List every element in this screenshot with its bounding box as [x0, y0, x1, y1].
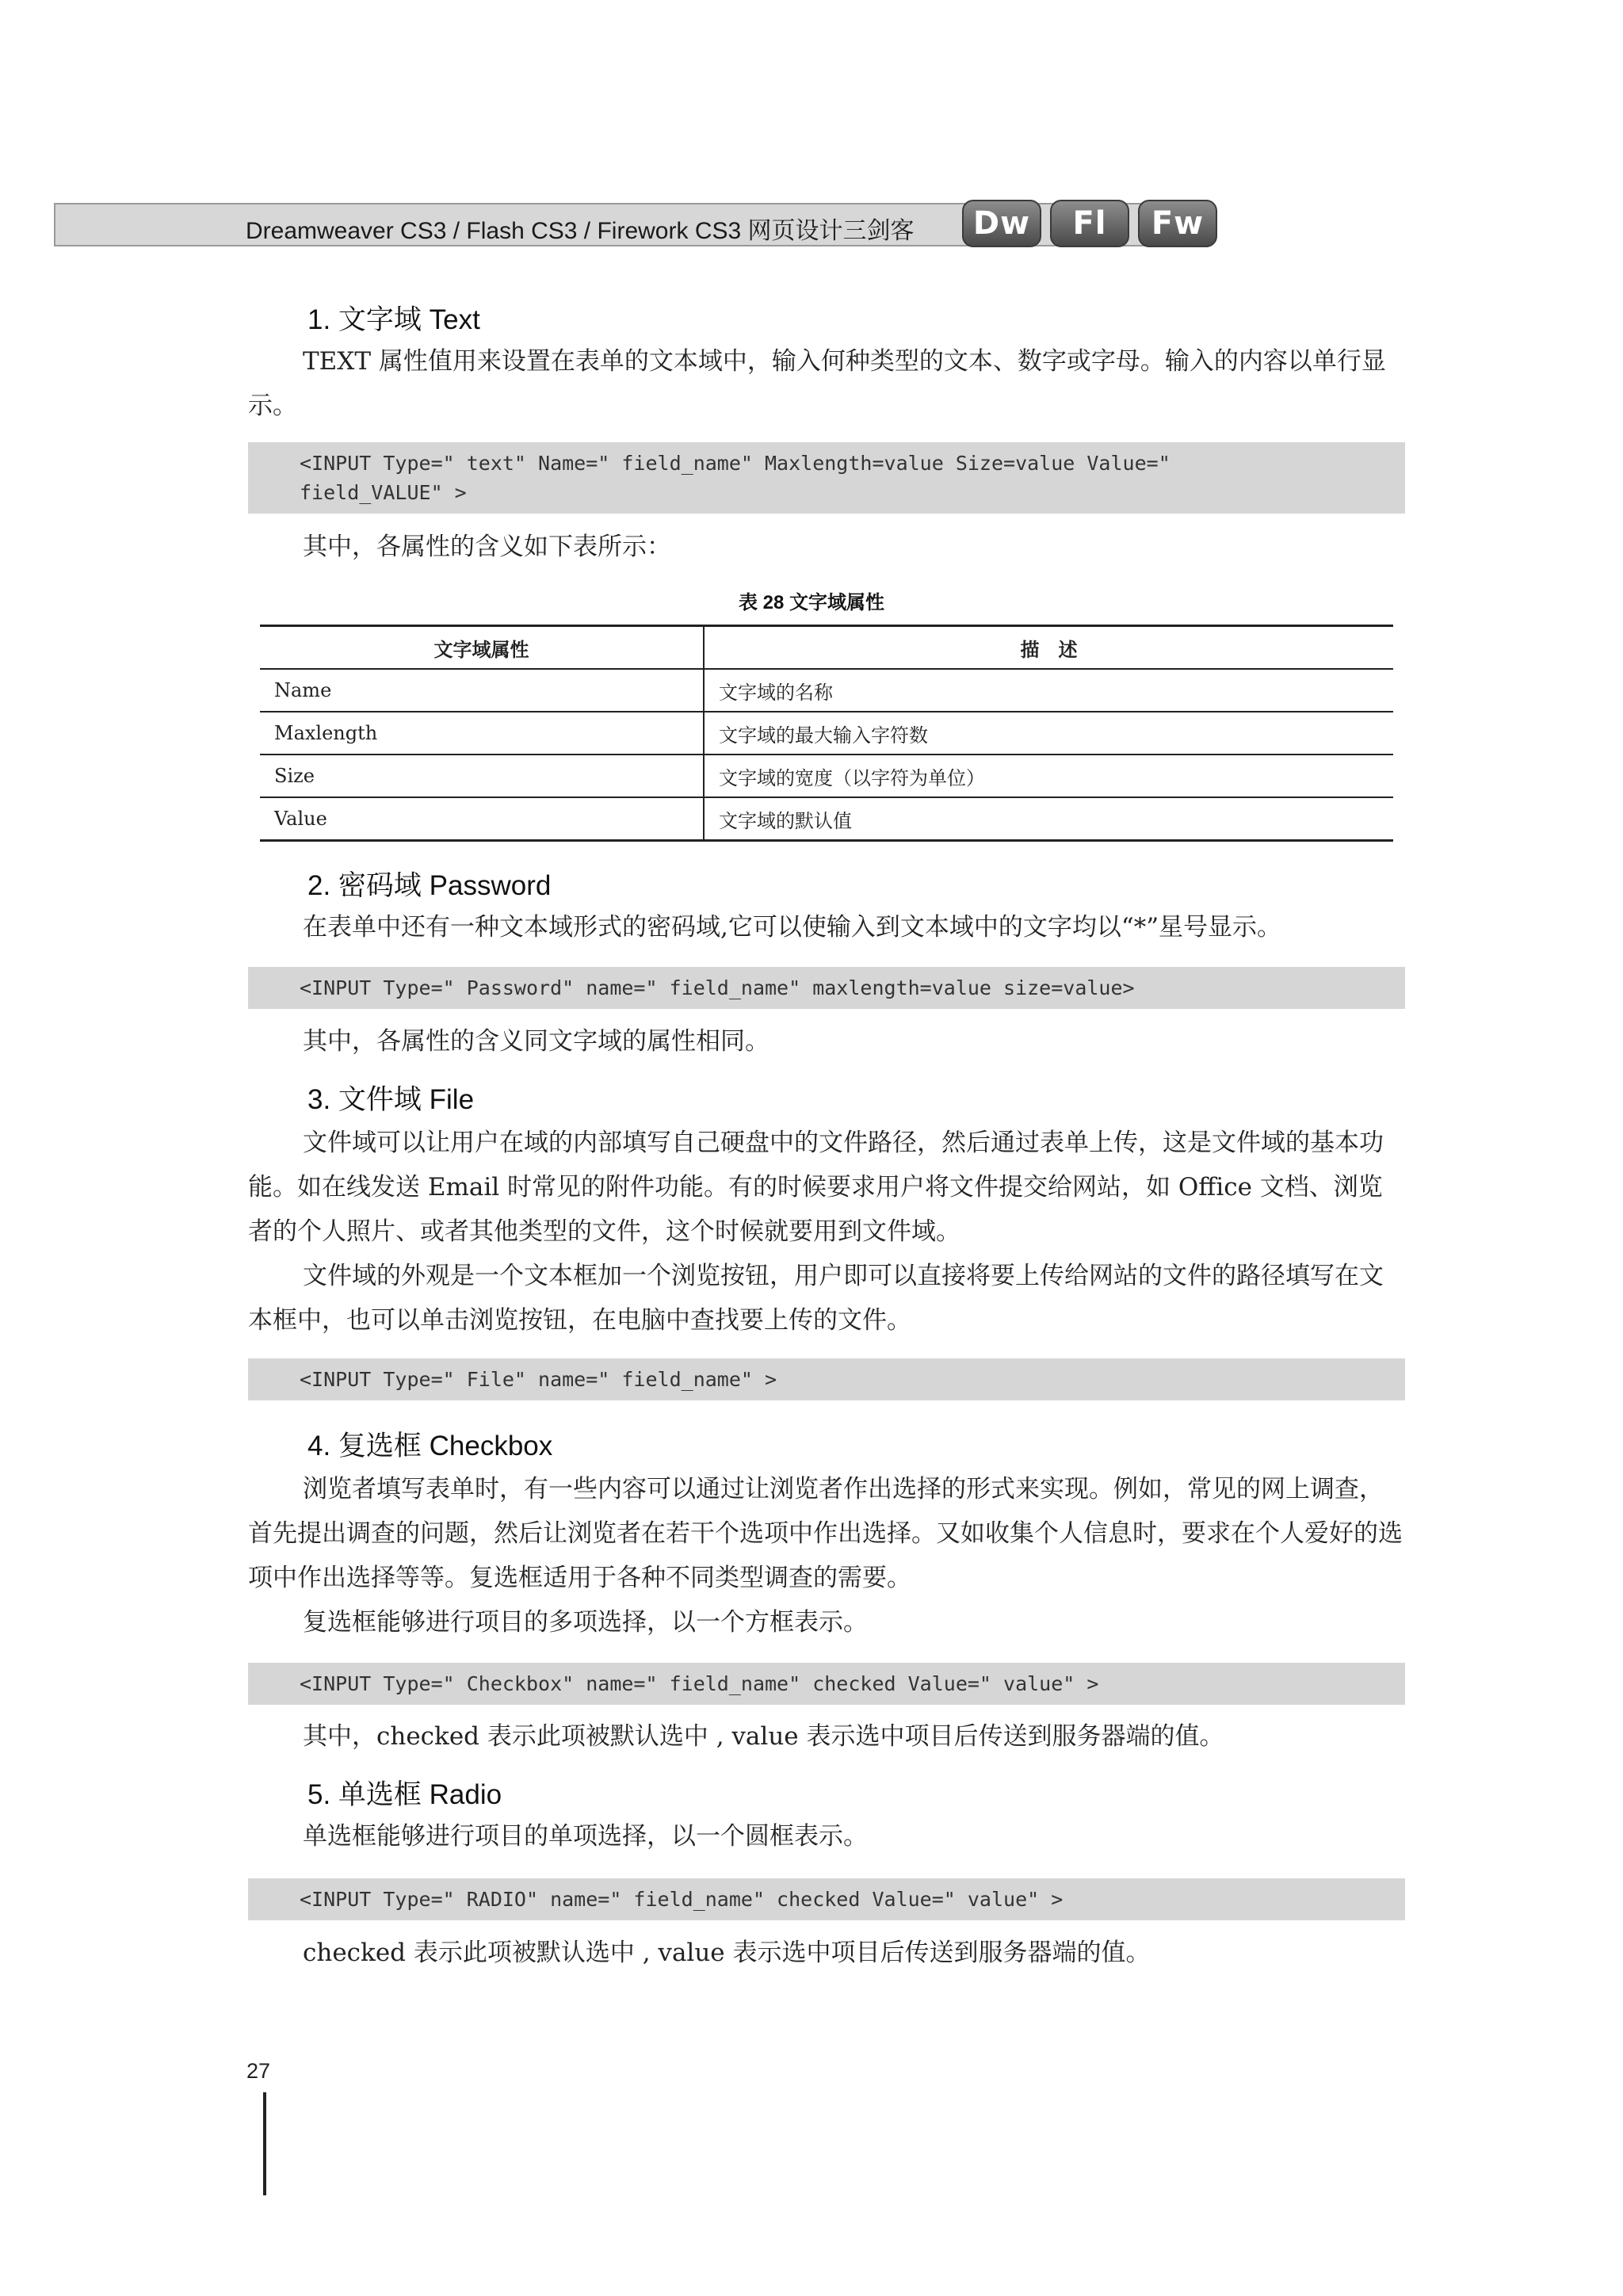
table-cell: 文字域的宽度（以字符为单位） [704, 755, 1393, 797]
text-code-block [248, 442, 1405, 514]
code-line: <INPUT Type=" text" Name=" field_name" Maxlength=value Size=value Value=" [300, 452, 1170, 475]
page-number: 27 [246, 2059, 271, 2083]
password-note: 其中，各属性的含义同文字域的属性相同。 [303, 1027, 769, 1056]
file-code-block: <INPUT Type=" File" name=" field_name" > [248, 1358, 1405, 1400]
table-caption: 表 28 文字域属性 [738, 592, 885, 613]
attribute-table [260, 625, 1393, 842]
file-appearance-description: 文件域的外观是一个文本框加一个浏览按钮，用户即可以直接将要上传给网站的文件的路径填写在文本框中，也可以单击浏览按钮，在电脑中查找要上传的文件。 [248, 1262, 1384, 1335]
checkbox-multi-description: 复选框能够进行项目的多项选择，以一个方框表示。 [303, 1608, 868, 1637]
table-header-row [260, 626, 1393, 670]
section-heading-radio: 5. 单选框 Radio [307, 1779, 502, 1810]
radio-code-block: <INPUT Type=" RADIO" name=" field_name" checked Value=" value" > [248, 1878, 1405, 1920]
flash-logo-icon: Fl [1050, 200, 1129, 247]
table-row [260, 669, 1393, 712]
password-description: 在表单中还有一种文本域形式的密码域,它可以使输入到文本域中的文字均以“*”星号显示。 [303, 913, 1282, 942]
table-row [260, 797, 1393, 841]
text-description: TEXT 属性值用来设置在表单的文本域中，输入何种类型的文本、数字或字母。输入的内容以单行显示。 [248, 347, 1386, 420]
table-cell: 文字域的默认值 [704, 797, 1393, 841]
section-heading-file: 3. 文件域 File [307, 1084, 475, 1115]
section-heading-text: 1. 文字域 Text [307, 304, 480, 335]
table-row [260, 755, 1393, 797]
table-cell: Maxlength [260, 712, 704, 755]
table-cell: Size [260, 755, 704, 797]
fireworks-logo-icon: Fw [1138, 200, 1217, 247]
table-cell: 文字域的名称 [704, 669, 1393, 712]
table-header-cell: 文字域属性 [260, 626, 704, 670]
checkbox-note: 其中，checked 表示此项被默认选中 , value 表示选中项目后传送到服务器端的值。 [303, 1722, 1224, 1751]
checkbox-description: 浏览者填写表单时，有一些内容可以通过让浏览者作出选择的形式来实现。例如，常见的网上调查，首先提出调查的问题，然后让浏览者在若干个选项中作出选择。又如收集个人信息时，要求在个人爱好的选项中作出选择等等。复选框适用于各种不同类型调查的需要。 [248, 1475, 1403, 1592]
table-header-cell: 描 述 [704, 626, 1393, 670]
radio-description: 单选框能够进行项目的单项选择，以一个圆框表示。 [303, 1822, 868, 1851]
header-title: Dreamweaver CS3 / Flash CS3 / Firework CS3 网页设计三剑客 [246, 218, 915, 244]
table-cell: Name [260, 669, 704, 712]
text-table-intro: 其中，各属性的含义如下表所示： [303, 533, 671, 561]
password-code-block: <INPUT Type=" Password" name=" field_name" maxlength=value size=value> [248, 967, 1405, 1009]
table-cell: Value [260, 797, 704, 841]
table-row [260, 712, 1393, 755]
checkbox-code-block: <INPUT Type=" Checkbox" name=" field_name" checked Value=" value" > [248, 1663, 1405, 1705]
file-description: 文件域可以让用户在域的内部填写自己硬盘中的文件路径，然后通过表单上传，这是文件域的基本功能。如在线发送 Email 时常见的附件功能。有的时候要求用户将文件提交给网站，如 Office 文档、浏览者的个人照片、或者其他类型的文件，这个时候就要用到文件域。 [248, 1129, 1384, 1246]
table-cell: 文字域的最大输入字符数 [704, 712, 1393, 755]
section-heading-checkbox: 4. 复选框 Checkbox [307, 1431, 553, 1461]
radio-note: checked 表示此项被默认选中 , value 表示选中项目后传送到服务器端的值。 [303, 1939, 1151, 1967]
page-margin-rule [263, 2092, 266, 2195]
dreamweaver-logo-icon: Dw [962, 200, 1041, 247]
section-heading-password: 2. 密码域 Password [307, 870, 552, 901]
code-line: field_VALUE" > [300, 481, 467, 504]
